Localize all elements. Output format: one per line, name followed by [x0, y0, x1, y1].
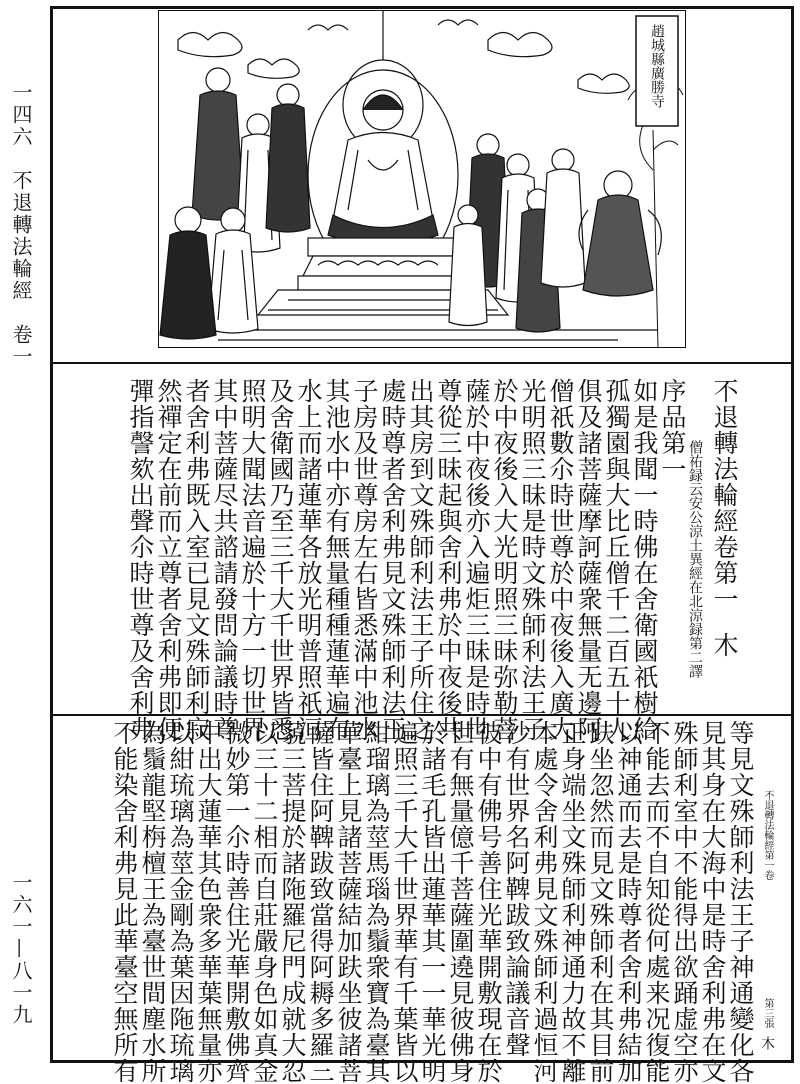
- text-column: 微妙第一尒時善住光華開敷佛齊: [222, 720, 251, 1084]
- text-column: 世有無量億千菩薩圍遶見彼佛身: [446, 720, 475, 1084]
- text-column: 為鬚龍堅栴檀王為臺世間塵水所: [138, 720, 167, 1084]
- text-column: 子房及世尊房左右皆悉滿中池水: [350, 378, 379, 742]
- text-column: 處時尊者舍利弗見文殊師利法王: [378, 378, 407, 742]
- text-column: 於中夜後入大光明照三昧弥勒菩: [490, 378, 519, 742]
- text-column: 沙有世界名阿鞞跋致論議音聲: [502, 720, 531, 1058]
- text-column: 趺坐忽然而見文殊師利在其目前: [586, 720, 615, 1084]
- text-column: 以紺琉璃為莖金剛為葉因陁琉璃: [166, 720, 195, 1084]
- text-column: 遍照三千大千世界華有千葉皆以: [390, 720, 419, 1084]
- text-column: 殊師利室中不能得出欲踊虚空亦: [670, 720, 699, 1084]
- text-column: 薩皆住阿鞞跋致當得阿耨多羅三: [306, 720, 335, 1084]
- text-column: 者舍利弗既入室已見文殊師利寂: [182, 378, 211, 742]
- text-column: 等見文殊師利法王子神通變化各: [726, 720, 755, 1084]
- text-column: 薩於中夜後亦入遍炬三昧是時世: [462, 378, 491, 742]
- text-column: 俱及諸菩薩摩訶薩衆無量无邊阿: [574, 378, 603, 742]
- text-column: 彈指謦欬出聲尒時世尊及舍利弗: [126, 378, 155, 742]
- text-column: 見其身在大海中是時舍利弗在文: [698, 720, 727, 1084]
- title-mark: 木: [710, 632, 739, 658]
- woodblock-illustration: [158, 10, 686, 348]
- text-column: 水上而諸蓮華各放光明普照祇洹: [294, 378, 323, 742]
- text-column: 其池水中亦有無量種種蓮華遍布: [322, 378, 351, 742]
- text-column: 於諸毛孔皆出蓮華其一一華光明: [418, 720, 447, 1084]
- side-margin-volume-label: 一四六 不退轉法輪經 卷一: [9, 82, 33, 368]
- text-column: 然禪定在前而立尊者舍利弗即便: [154, 378, 183, 742]
- text-column: 尊從三昧起與舍利弗於中夜後共: [434, 378, 463, 742]
- text-column: 中出大蓮華其色衆多華葉無量亦: [194, 720, 223, 1084]
- text-column: 以三十二相而自莊嚴身色如真金: [250, 720, 279, 1084]
- text-column: 如是我聞一時佛在舍衛國祇樹給: [630, 378, 659, 742]
- text-column: 彼中有佛号善住光華開敷現在於: [474, 720, 503, 1084]
- illustration-cartouche: 趙城縣廣勝寺: [649, 24, 665, 108]
- text-column: 孤獨園與大比丘僧千二百五十人: [602, 378, 631, 742]
- text-column: 紺瑠璃為莖馬瑙為鬚衆寶為臺其: [362, 720, 391, 1084]
- text-column: 不能染舍利弗見此華臺空無所有: [110, 720, 139, 1084]
- upper-divider: [50, 362, 794, 364]
- text-column: 以神通而去是時尊者舍利弗結加: [614, 720, 643, 1084]
- side-margin-page-number: 一六一—八一九: [9, 872, 33, 1026]
- text-column: 照明大聞法音遍於十方一切世界: [238, 378, 267, 742]
- text-column: 及舍衛國乃至三千大千世界皆悉: [266, 378, 295, 742]
- text-column: 華臺上見諸菩薩結加趺坐彼諸菩: [334, 720, 363, 1084]
- text-column: 本處令舍利弗見文殊師利過恒河: [530, 720, 559, 1084]
- text-column: 光明照三昧是時文殊師利法王子: [518, 378, 547, 742]
- text-column: 序品第一: [658, 378, 687, 482]
- text-column: 不能去而不自知從何處来况復能: [642, 720, 671, 1084]
- text-column: 僧祇數尒時世尊於中夜後入廣大: [546, 378, 575, 742]
- text-column: 其中菩薩尽共諮請發問論議時尊: [210, 378, 239, 742]
- header-note: 不退轉法輪經第一卷: [762, 790, 773, 880]
- text-column: 出其房到文殊師利法王子所住之: [406, 378, 435, 742]
- translator-note: 僧祐録云安公涼土異經在北涼録第二譯: [687, 440, 703, 678]
- page-note: 第三張: [762, 998, 773, 1028]
- sutra-title: 不退轉法輪經卷第一: [710, 378, 739, 612]
- text-column: 藐三菩提於諸陁羅尼門成就大忍: [278, 720, 307, 1084]
- text-column: 正身端坐文殊師利神通力故不離: [558, 720, 587, 1084]
- page-mark: 木: [759, 1036, 775, 1050]
